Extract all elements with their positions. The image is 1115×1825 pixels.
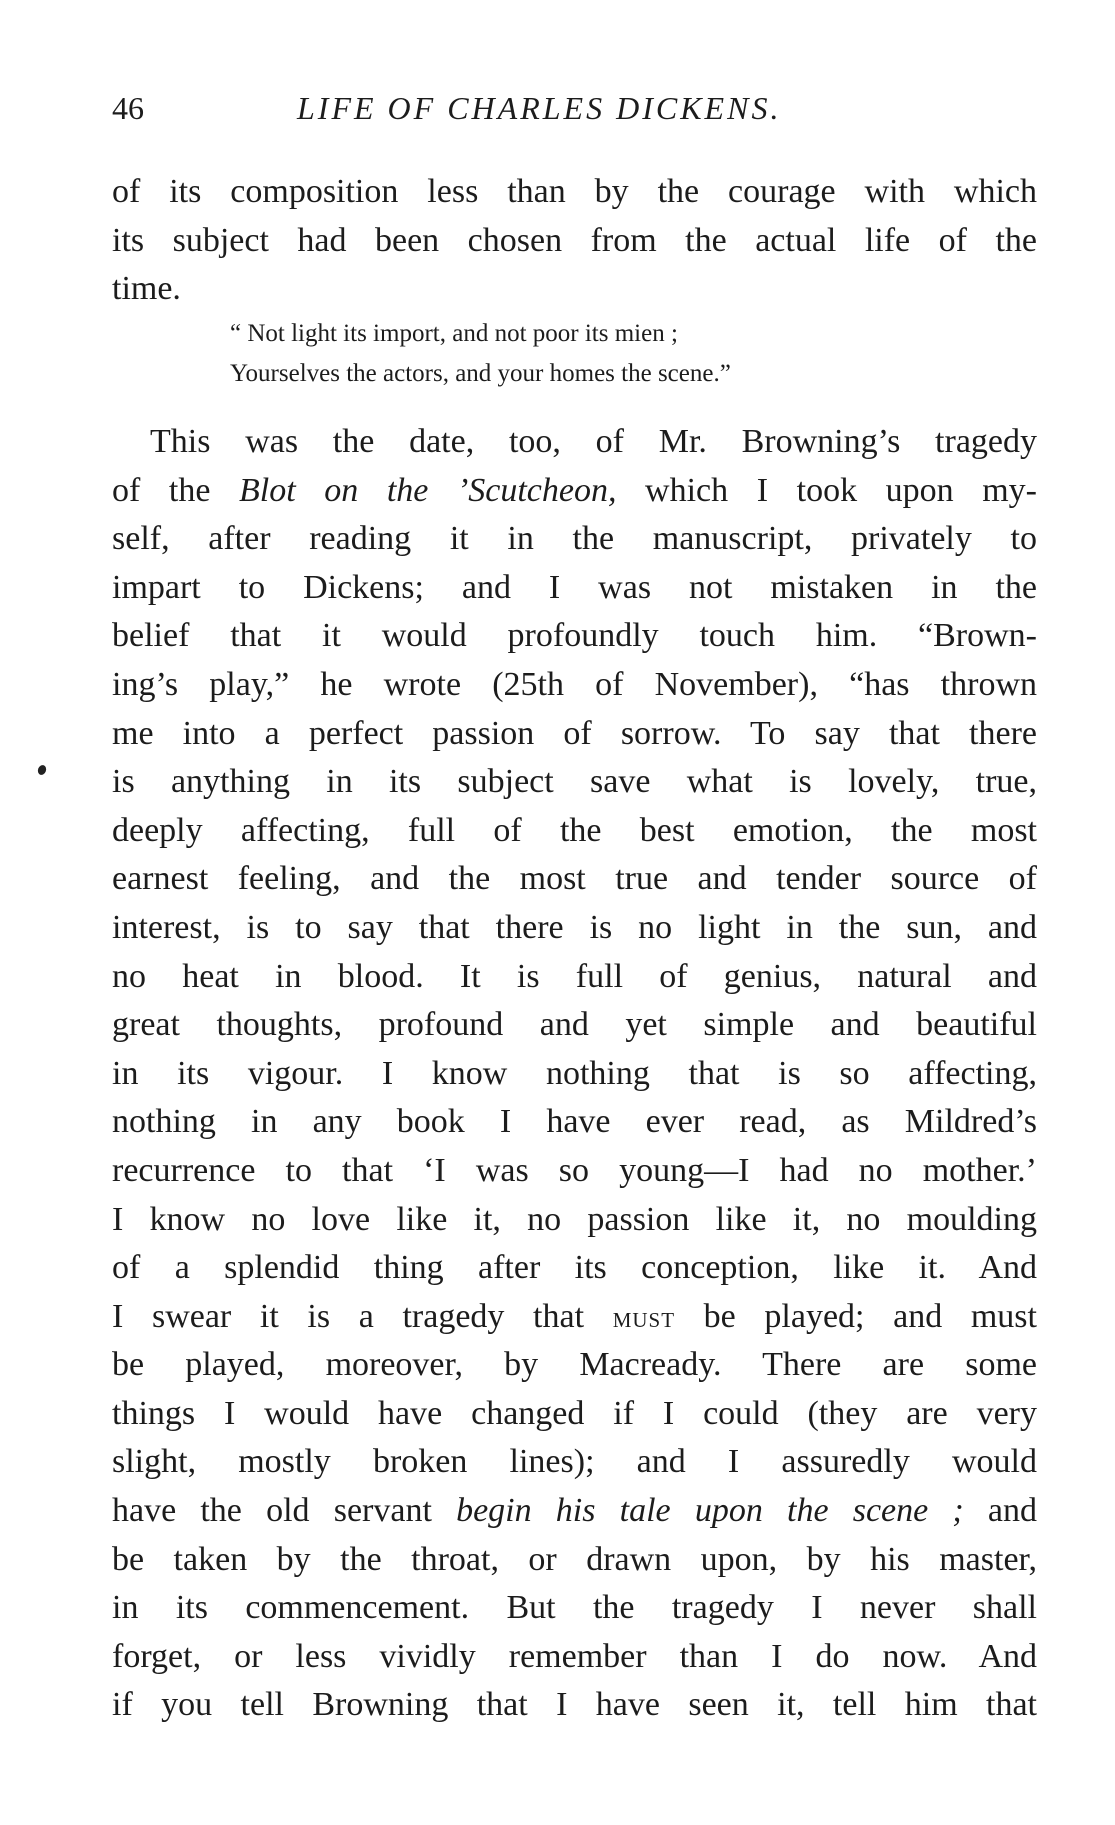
- text-line: recurrence to that ‘I was so young—I had no mother.’: [112, 1151, 1037, 1189]
- text-line: be taken by the throat, or drawn upon, by his master,: [112, 1540, 1037, 1578]
- text-line: its subject had been chosen from the actual life of the: [112, 221, 1037, 259]
- text-line: interest, is to say that there is no light in the sun, and: [112, 908, 1037, 946]
- page-number: 46: [112, 90, 144, 126]
- text-line: belief that it would profoundly touch him. “Brown-: [112, 617, 1037, 655]
- italic-phrase: begin his tale upon the scene ;: [456, 1492, 964, 1530]
- text-line: earnest feeling, and the most true and tender source of: [112, 860, 1037, 898]
- quote-line: Yourselves the actors, and your homes the scene.”: [230, 360, 731, 387]
- page-header: [112, 86, 1037, 130]
- text-segment: which I took upon my-: [616, 471, 1037, 509]
- text-line: me into a perfect passion of sorrow. To say that there: [112, 714, 1037, 752]
- paragraph-continuation: [112, 168, 1037, 314]
- text-line: of a splendid thing after its conception, like it. And: [112, 1249, 1037, 1287]
- text-line: impart to Dickens; and I was not mistaken in the: [112, 568, 1037, 606]
- text-line: is anything in its subject save what is lovely, true,: [112, 763, 1037, 801]
- play-title: Blot on the ’Scutcheon,: [239, 471, 617, 509]
- text-line: ing’s play,” he wrote (25th of November), “has thrown: [112, 665, 1037, 703]
- text-line: in its vigour. I know nothing that is so affecting,: [112, 1054, 1037, 1092]
- text-segment: be played; and must: [675, 1297, 1037, 1335]
- text-line: in its commencement. But the tragedy I never shall: [112, 1589, 1037, 1627]
- running-head: LIFE OF CHARLES DICKENS.: [297, 90, 782, 126]
- text-line: deeply affecting, full of the best emotion, the most: [112, 811, 1037, 849]
- text-line: [112, 1293, 1037, 1342]
- text-segment: of the: [112, 471, 240, 509]
- text-line: nothing in any book I have ever read, as Mildred’s: [112, 1103, 1037, 1141]
- text-line: great thoughts, profound and yet simple and beautiful: [112, 1006, 1037, 1044]
- text-line: of its composition less than by the courage with which: [112, 173, 1037, 210]
- text-line: slight, mostly broken lines); and I assuredly would: [112, 1443, 1037, 1481]
- margin-ink-dot: [37, 764, 48, 776]
- quote-line: “ Not light its import, and not poor its mien ;: [230, 320, 678, 347]
- text-line: [112, 1487, 1037, 1536]
- paragraph-browning: [112, 418, 1037, 1730]
- text-segment: have the old servant: [112, 1492, 457, 1530]
- text-line: time.: [112, 270, 181, 308]
- text-line: if you tell Browning that I have seen it, tell him that: [112, 1686, 1037, 1724]
- text-line: self, after reading it in the manuscript, privately to: [112, 520, 1037, 558]
- text-line: things I would have changed if I could (they are very: [112, 1394, 1037, 1432]
- text-line: [112, 467, 1037, 516]
- text-segment: I swear it is a tragedy that: [112, 1297, 613, 1335]
- emphasis-small-caps: must: [612, 1300, 676, 1334]
- text-segment: and: [963, 1492, 1038, 1530]
- text-line: This was the date, too, of Mr. Browning’s tragedy: [150, 423, 1037, 460]
- text-line: no heat in blood. It is full of genius, natural and: [112, 957, 1037, 995]
- text-line: I know no love like it, no passion like it, no moulding: [112, 1200, 1037, 1238]
- text-line: forget, or less vividly remember than I do now. And: [112, 1637, 1037, 1675]
- text-line: be played, moreover, by Macready. There are some: [112, 1346, 1037, 1384]
